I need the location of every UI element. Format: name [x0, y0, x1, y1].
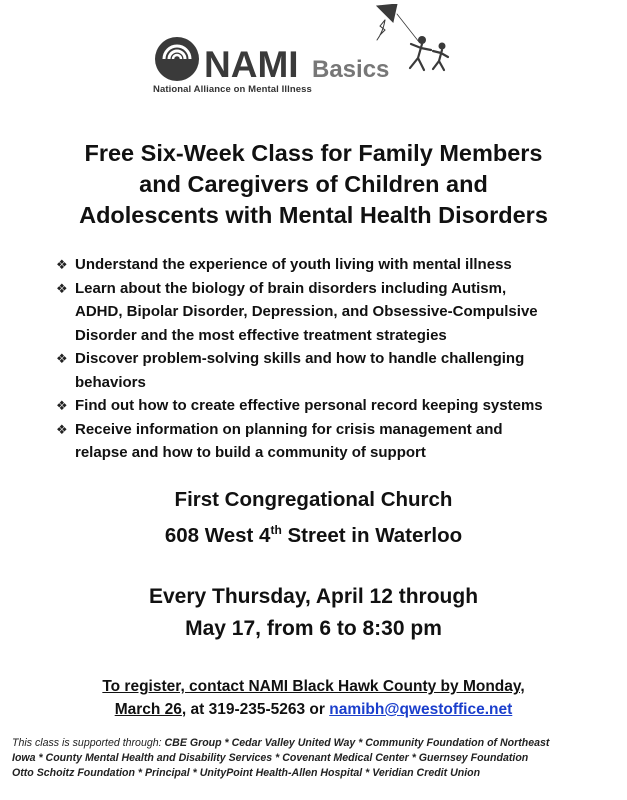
logo-tagline: National Alliance on Mental Illness — [153, 84, 312, 95]
schedule-line: May 17, from 6 to 8:30 pm — [185, 617, 442, 640]
nami-basics-logo — [152, 4, 472, 96]
headline — [0, 138, 627, 231]
location-name: First Congregational Church — [174, 488, 453, 511]
list-item-text: behaviors — [75, 373, 146, 391]
supporters-text — [12, 736, 624, 781]
headline-line: and Caregivers of Children and — [139, 171, 488, 197]
list-item-text: Understand the experience of youth living with mental illness — [75, 256, 512, 273]
benefits-list — [56, 253, 616, 465]
list-item-text: Learn about the biology of brain disorders including Autism, — [75, 279, 507, 297]
list-item — [56, 394, 616, 418]
supporters-line: This class is supported through: CBE Group * Cedar Valley United Way * Community Foundation of Northeast — [12, 737, 550, 749]
register-line: March 26, at 319-235-5263 or namibh@qwestoffice.net — [114, 701, 513, 718]
logo-graphic — [152, 4, 472, 84]
diamond-bullet-icon: ❖ — [56, 421, 68, 437]
diamond-bullet-icon: ❖ — [56, 280, 68, 296]
logo-nami-text: NAMI — [204, 44, 299, 84]
diamond-bullet-icon: ❖ — [56, 351, 68, 366]
nami-swirl-icon — [155, 37, 199, 81]
registration-info — [0, 675, 627, 721]
location — [0, 484, 627, 551]
logo-basics-text: Basics — [312, 56, 390, 83]
list-item-text: ADHD, Bipolar Disorder, Depression, and Obsessive-Compulsive — [75, 303, 538, 320]
headline-line: Free Six-Week Class for Family Members — [84, 140, 543, 166]
list-item-text: relapse and how to build a community of support — [75, 444, 426, 461]
email-link[interactable]: namibh@qwestoffice.net — [329, 701, 513, 718]
list-item-text: Disorder and the most effective treatment strategies — [75, 326, 447, 344]
supporters-line: Otto Schoitz Foundation * Principal * UnityPoint Health-Allen Hospital * Veridian Credit Union — [12, 767, 481, 779]
list-item-text: Receive information on planning for crisis management and — [75, 420, 503, 438]
diamond-bullet-icon: ❖ — [56, 398, 68, 413]
schedule — [0, 581, 627, 645]
supporters-line: Iowa * County Mental Health and Disability Services * Covenant Medical Center * Guernsey Foundation — [12, 752, 529, 764]
list-item-text: Find out how to create effective personal record keeping systems — [75, 397, 543, 414]
diamond-bullet-icon: ❖ — [56, 257, 68, 272]
location-address: 608 West 4th Street in Waterloo — [164, 523, 463, 547]
schedule-line: Every Thursday, April 12 through — [148, 585, 479, 608]
list-item — [56, 253, 616, 277]
list-item — [56, 418, 616, 465]
list-item — [56, 277, 616, 348]
list-item-text: Discover problem-solving skills and how to handle challenging — [75, 350, 525, 367]
headline-line: Adolescents with Mental Health Disorders — [79, 202, 548, 228]
list-item — [56, 347, 616, 394]
register-line: To register, contact NAMI Black Hawk County by Monday, — [102, 678, 525, 695]
